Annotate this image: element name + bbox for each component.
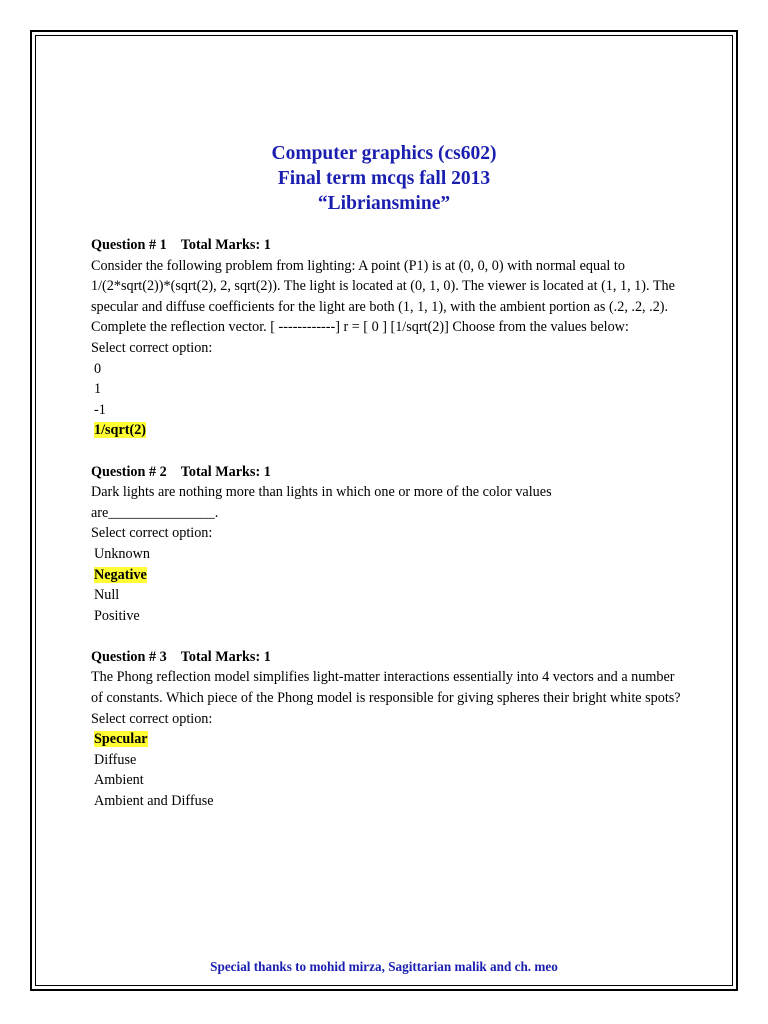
- option-item: Diffuse: [94, 751, 137, 768]
- question-text: Dark lights are nothing more than lights in which one or more of the color values are_______________.: [91, 484, 552, 521]
- option-item-correct: Specular: [94, 731, 148, 748]
- question-number: Question # 3: [91, 648, 167, 665]
- question-marks: Total Marks: 1: [180, 648, 271, 665]
- question-marks: Total Marks: 1: [180, 237, 271, 253]
- option-item: Unknown: [94, 545, 150, 562]
- question-3: [91, 647, 681, 812]
- header-author: “Libriansmine”: [317, 193, 451, 214]
- question-number: Question # 2: [91, 463, 167, 480]
- option-item: 0: [94, 360, 102, 377]
- question-heading: [91, 235, 681, 256]
- question-text: The Phong reflection model simplifies light-matter interactions essentially into 4 vectors and a number of constants. Which piece of the Phong model is responsible for giving spheres their bright white spots?: [91, 669, 681, 707]
- option-item: Ambient: [94, 772, 144, 789]
- question-1: [91, 235, 681, 441]
- question-list: [91, 235, 681, 832]
- header-subtitle: Final term mcqs fall 2013: [277, 168, 491, 189]
- select-prompt: Select correct option:: [91, 339, 213, 356]
- option-item: 1: [94, 381, 102, 398]
- question-marks: Total Marks: 1: [180, 463, 271, 480]
- document-header: [0, 141, 768, 216]
- option-item-correct: Negative: [94, 566, 147, 583]
- option-item: Positive: [94, 607, 140, 624]
- option-item: Ambient and Diffuse: [94, 793, 214, 810]
- header-title: Computer graphics (cs602): [271, 143, 497, 164]
- select-prompt: Select correct option:: [91, 525, 213, 542]
- select-prompt: Select correct option:: [91, 710, 213, 727]
- footer-credits: Special thanks to mohid mirza, Sagittarian malik and ch. meo: [210, 959, 558, 974]
- option-item: Null: [94, 587, 120, 604]
- option-item: -1: [94, 401, 106, 418]
- question-text: Consider the following problem from lighting: A point (P1) is at (0, 0, 0) with normal equal to 1/(2*sqrt(2))*(sqrt(2), 2, sqrt(2)). The light is located at (0, 1, 0). The viewer is located at (1, 1, 1). The specular and diffuse coefficients for the light are both (1, 1, 1), with the ambient portion as (.2, .2, .2). Complete the reflection vector. [ ------------] r = [ 0 ] [1/sqrt(2)] Choose from the values below:: [91, 257, 675, 336]
- question-heading: [91, 462, 681, 483]
- option-item-correct: 1/sqrt(2): [94, 422, 147, 439]
- question-2: [91, 462, 681, 627]
- question-heading: [91, 647, 681, 668]
- question-number: Question # 1: [91, 237, 167, 253]
